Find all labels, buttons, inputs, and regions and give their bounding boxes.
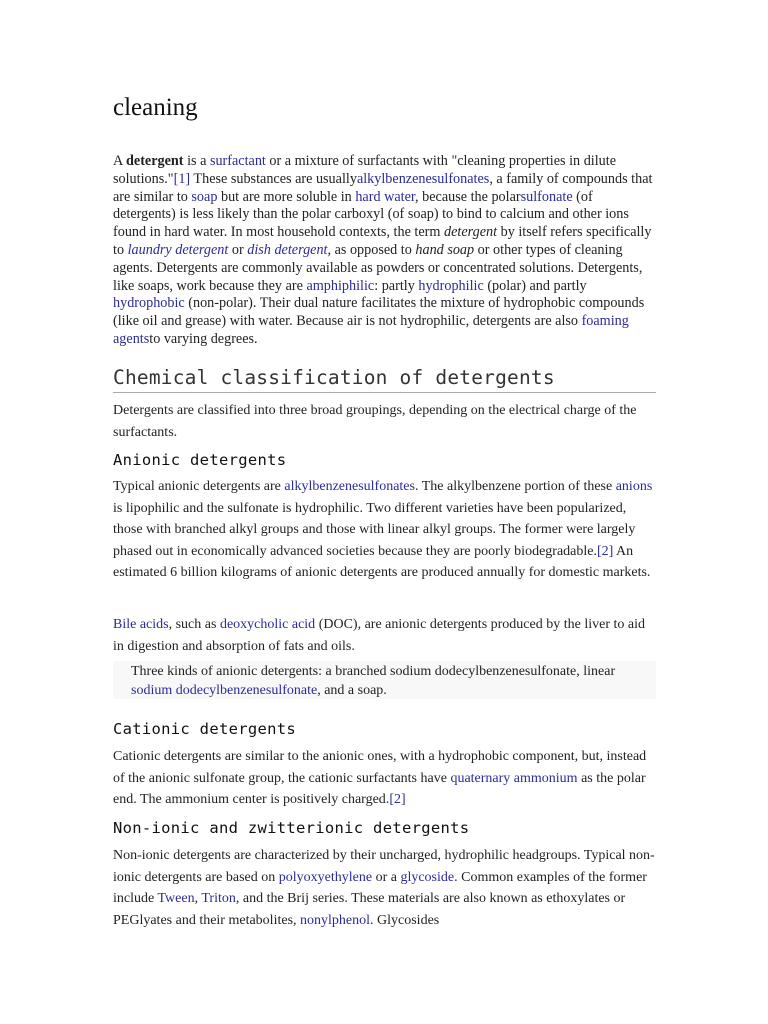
- text-run: (non-polar). Their dual nature facilitates the mixture of hydrophobic compounds (like oil and grease) with water. Because air is not hydrophilic, detergents are also: [113, 295, 645, 330]
- section-intro-paragraph: [113, 400, 656, 443]
- text-run: A: [113, 153, 127, 169]
- heading-cationic-detergents: Cationic detergents: [113, 720, 297, 738]
- inline-link[interactable]: hard water: [355, 188, 416, 205]
- anionic-paragraph-2: [113, 614, 656, 657]
- inline-link[interactable]: glycoside: [400, 869, 455, 885]
- text-run: . The alkylbenzene portion of these: [414, 479, 616, 494]
- text-run: (of detergents) is less likely than the polar carboxyl (of soap) to bind to calcium and other ions found in hard water. In most household contexts, the term: [113, 188, 629, 241]
- inline-link[interactable]: laundry detergent: [127, 241, 229, 258]
- text-run: . Glycosides: [370, 912, 440, 928]
- inline-link[interactable]: anions: [615, 479, 653, 494]
- inline-link[interactable]: polyoxyethylene: [278, 869, 373, 885]
- text-run: Cationic detergents are similar to the anionic ones, with a hydrophobic component, but, instead of the anionic sulfonate group, the cationic surfactants have: [113, 749, 647, 786]
- figure-caption: [113, 661, 656, 700]
- inline-link[interactable]: foaming agents: [113, 313, 629, 347]
- section-heading-chemical-classification: Chemical classification of detergents: [113, 365, 656, 393]
- text-run: These substances are usually: [190, 170, 357, 187]
- italic-term: hand soap: [415, 241, 475, 258]
- text-run: Typical anionic detergents are: [113, 479, 285, 494]
- text-run: (DOC), are anionic detergents produced by the liver to aid in digestion and absorption of fats and oils.: [113, 617, 645, 654]
- inline-link[interactable]: Triton: [201, 891, 236, 907]
- text-run: as the polar end. The ammonium center is positively charged.: [113, 770, 646, 808]
- text-run: , as opposed to: [327, 241, 416, 258]
- inline-link[interactable]: nonylphenol: [300, 912, 371, 928]
- heading-nonionic-detergents: Non-ionic and zwitterionic detergents: [113, 819, 470, 837]
- text-run: or: [228, 241, 248, 258]
- inline-link[interactable]: surfactant: [209, 153, 266, 169]
- inline-link[interactable]: amphiphilic: [306, 277, 375, 294]
- anionic-paragraph-1: [113, 476, 656, 584]
- text-run: : partly: [374, 277, 419, 294]
- cationic-paragraph: [113, 746, 656, 811]
- heading-anionic-detergents: Anionic detergents: [113, 451, 287, 469]
- nonionic-paragraph: [113, 845, 656, 931]
- inline-link[interactable]: hydrophilic: [418, 277, 484, 294]
- inline-link[interactable]: alkylbenzenesulfonates: [356, 170, 490, 187]
- text-run: , and the Brij series. These materials are also known as ethoxylates or PEGlyates and their metabolites,: [113, 891, 626, 928]
- text-run: Detergents are classified into three broad groupings, depending on the electrical charge of the surfactants.: [113, 403, 637, 440]
- inline-link[interactable]: sodium dodecylbenzenesulfonate: [131, 683, 318, 698]
- text-run: (polar) and partly: [483, 277, 587, 294]
- text-run: to varying degrees.: [149, 330, 258, 347]
- text-run: , because the polar: [415, 188, 521, 205]
- inline-link[interactable]: dish detergent: [247, 241, 328, 258]
- text-run: An estimated 6 billion kilograms of anionic detergents are produced annually for domestic markets.: [113, 543, 651, 581]
- text-run: but are more soluble in: [217, 188, 356, 205]
- inline-link[interactable]: deoxycholic acid: [219, 617, 316, 632]
- inline-link[interactable]: alkylbenzenesulfonates: [284, 479, 415, 494]
- text-run: by itself refers specifically to: [113, 224, 652, 258]
- text-run: Three kinds of anionic detergents: a branched sodium dodecylbenzenesulfonate, linear: [131, 664, 616, 679]
- inline-link[interactable]: hydrophobic: [113, 295, 185, 312]
- text-run: or a mixture of surfactants with "cleaning properties in dilute solutions.": [113, 153, 617, 187]
- inline-link[interactable]: [2]: [596, 543, 614, 559]
- intro-paragraph: [113, 153, 656, 349]
- inline-link[interactable]: quaternary ammonium: [450, 770, 578, 786]
- text-run: . Common examples of the former include: [113, 869, 647, 907]
- text-run: ,: [194, 891, 202, 907]
- bold-term: detergent: [126, 153, 184, 169]
- inline-link[interactable]: soap: [191, 188, 218, 205]
- italic-term: detergent: [443, 224, 498, 241]
- inline-link[interactable]: sulfonate: [520, 188, 573, 205]
- text-run: or a: [372, 869, 401, 885]
- text-run: or other types of cleaning agents. Detergents are commonly available as powders or concentrated solutions. Detergents, like soaps, work because they are: [113, 241, 643, 294]
- inline-link[interactable]: Bile acids: [113, 617, 169, 632]
- text-run: , such as: [168, 617, 220, 632]
- text-run: , a family of compounds that are similar to: [113, 170, 653, 205]
- figure-caption-box: [113, 661, 656, 699]
- text-run: is a: [183, 153, 210, 169]
- text-run: , and a soap.: [317, 683, 387, 698]
- text-run: is lipophilic and the sulfonate is hydrophilic. Two different varieties have been popularized, those with branched alkyl groups and those with linear alkyl groups. The former were largely phased out in economically advanced societies because they are poorly biodegradable.: [113, 500, 636, 559]
- text-run: Non-ionic detergents are characterized by their uncharged, hydrophilic headgroups. Typical non-ionic detergents are based on: [113, 848, 655, 885]
- inline-link[interactable]: Tween: [157, 891, 195, 907]
- inline-link[interactable]: [2]: [389, 792, 406, 808]
- inline-link[interactable]: [1]: [173, 170, 191, 187]
- page-title: cleaning: [113, 94, 198, 121]
